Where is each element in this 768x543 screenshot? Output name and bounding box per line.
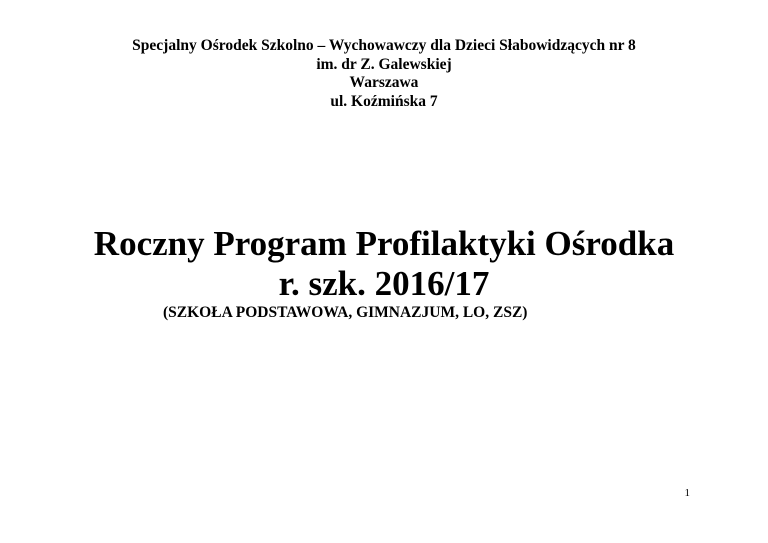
school-types: (SZKOŁA PODSTAWOWA, GIMNAZJUM, LO, ZSZ) <box>163 304 528 321</box>
institution-name: Specjalny Ośrodek Szkolno – Wychowawczy dla Dzieci Słabowidzących nr 8 <box>132 37 636 54</box>
institution-header <box>0 37 768 111</box>
school-year: r. szk. 2016/17 <box>278 264 490 303</box>
page-number: 1 <box>684 487 690 499</box>
title-block <box>0 224 768 304</box>
institution-city: Warszawa <box>349 74 419 91</box>
institution-address: ul. Koźmińska 7 <box>330 92 438 110</box>
document-title: Roczny Program Profilaktyki Ośrodka <box>93 224 675 263</box>
institution-patron: im. dr Z. Galewskiej <box>316 55 452 73</box>
